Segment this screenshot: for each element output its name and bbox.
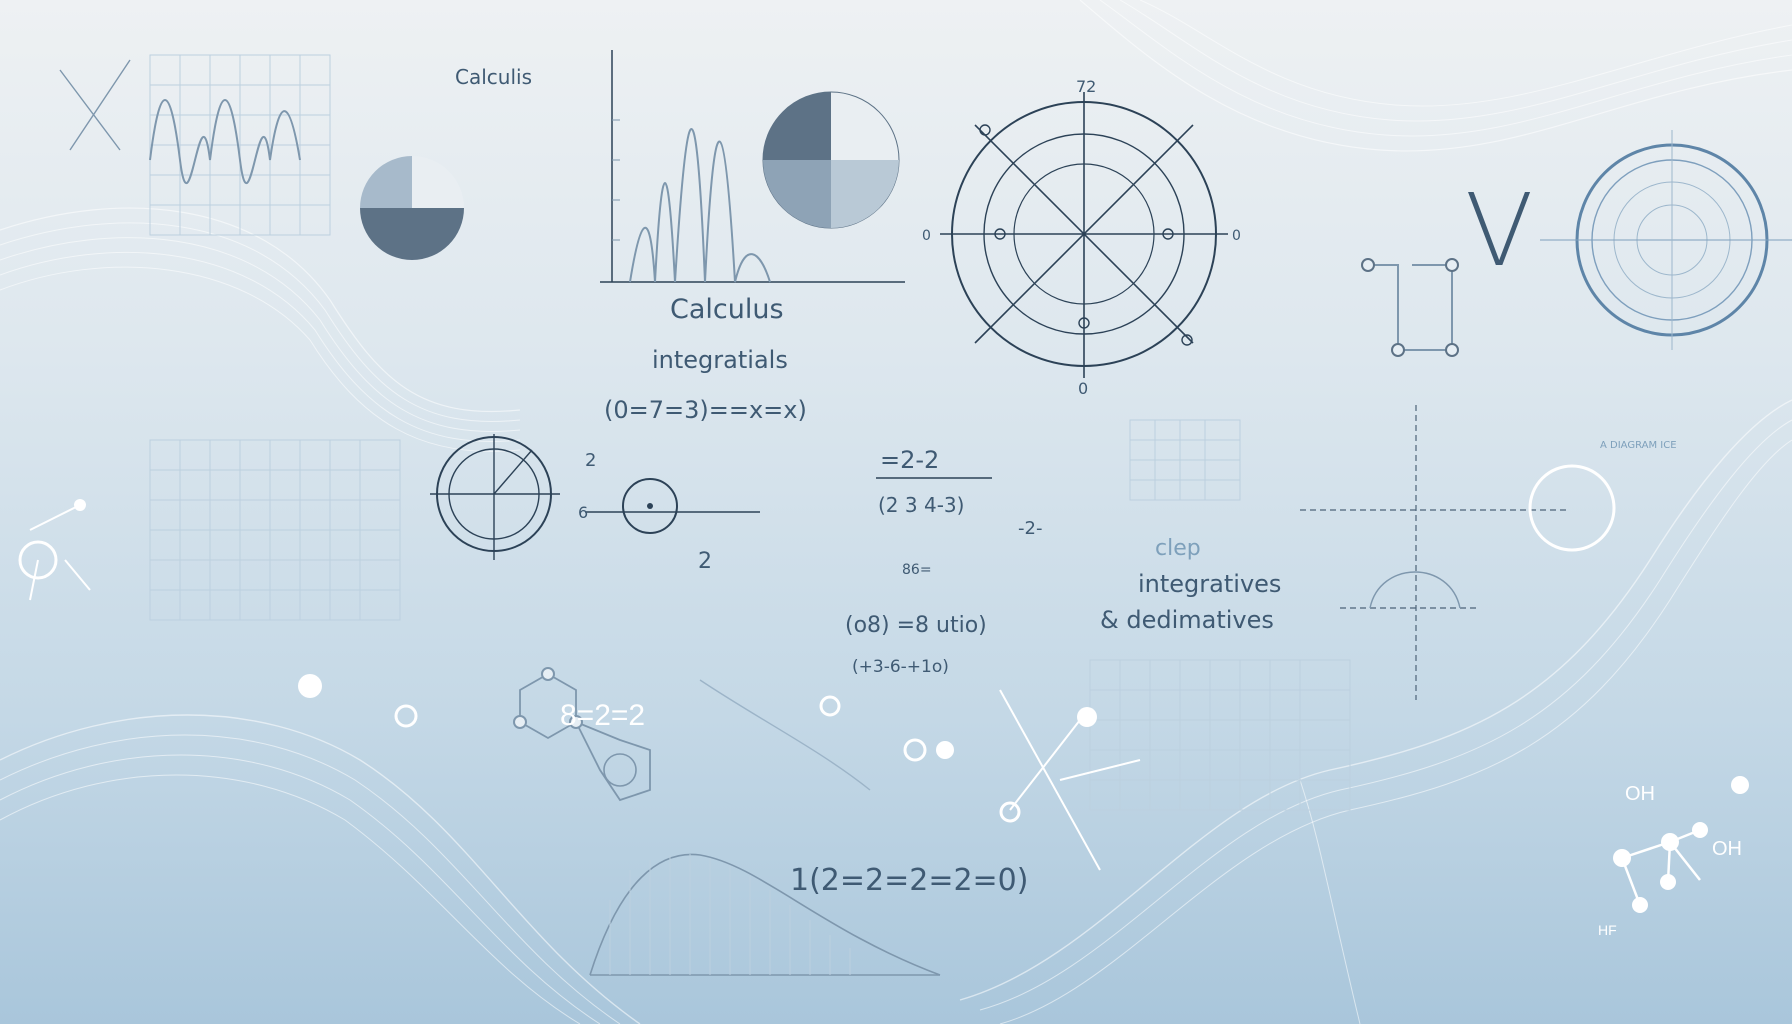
pie-chart-small [360, 156, 464, 260]
polar-top-label: 72 [1076, 77, 1097, 96]
pie-chart-large [763, 92, 899, 228]
text-labels [455, 65, 1742, 938]
v-symbol-group [1465, 172, 1533, 289]
polar-right-label: 0 [1232, 228, 1241, 244]
chemistry-molecule-center [298, 668, 650, 800]
integratives-label: integratives [1138, 570, 1282, 598]
subscript-two-label: 2 [698, 549, 712, 574]
molecule-structure-right [1362, 259, 1458, 356]
concentric-circle-diagram [1540, 130, 1792, 350]
calculus-small-label: Calculis [455, 65, 532, 89]
dedimatives-label: & dedimatives [1100, 606, 1274, 634]
grid-mid-left [150, 440, 400, 620]
integratials-label: integratials [652, 346, 788, 374]
paren-equation-1: (o8) =8 utio) [845, 613, 987, 638]
wave-mesh-top-right [1080, 0, 1792, 151]
compact-equation: 86= [902, 562, 932, 578]
polar-left-label: 0 [922, 228, 931, 244]
unit-circle-diagram [430, 434, 560, 560]
dash-two-label: -2- [1018, 518, 1043, 539]
bottom-equation: 1(2=2=2=2=0) [790, 863, 1029, 898]
wave-mesh-bottom-left [0, 715, 640, 1024]
chemistry-equation: 8=2=2 [560, 699, 646, 732]
fraction-bottom: (2 3 4-3) [878, 493, 965, 517]
main-equation: (0=7=3)==x=x) [604, 396, 807, 424]
oh-label-2: OH [1712, 838, 1742, 860]
polar-bottom-label: 0 [1078, 379, 1089, 398]
polar-target-diagram [940, 92, 1228, 378]
small-two-label: 2 [585, 450, 597, 471]
v-letter: V [1465, 172, 1534, 289]
axis-circle-marker [585, 479, 760, 533]
fraction-top: =2-2 [880, 446, 940, 474]
crosshair-axes [1300, 405, 1614, 700]
grid-small-right [1130, 420, 1240, 500]
node-sketch-center [700, 680, 1140, 870]
paren-equation-2: (+3-6-+1o) [852, 657, 949, 677]
oh-label-1: OH [1625, 783, 1655, 805]
clep-label: clep [1155, 536, 1201, 561]
molecule-left-edge [20, 499, 90, 600]
ho-label: HF [1598, 922, 1617, 938]
top-right-small-label: A DIAGRAM ICE [1600, 440, 1677, 451]
calculus-main-label: Calculus [670, 294, 784, 325]
grid-center-right [1090, 660, 1350, 810]
six-label: 6 [578, 503, 589, 522]
